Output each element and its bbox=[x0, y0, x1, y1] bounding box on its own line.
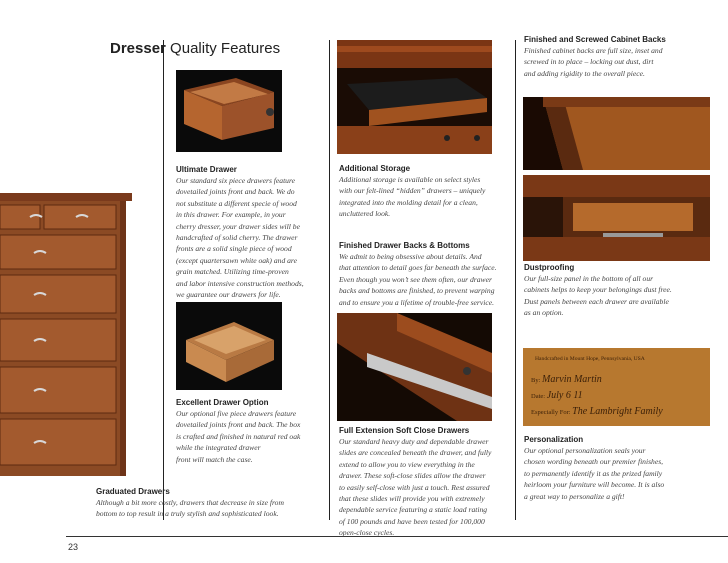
text-line: heirloom your furniture will become. It is also bbox=[524, 480, 665, 490]
text-line: Even though you won’t see them often, our drawer bbox=[339, 274, 492, 284]
text-line: Although a bit more costly, drawers that decrease in size from bbox=[96, 498, 284, 507]
column-divider bbox=[163, 40, 164, 520]
text-line: a great way to personalize a gift! bbox=[524, 491, 625, 501]
finished-backs-section bbox=[339, 241, 514, 308]
text-line: dovetailed joints front and back. The box bbox=[176, 420, 301, 430]
text-line: fronts are a solid single piece of wood bbox=[176, 244, 292, 254]
text-line: Additional storage is available on select styles bbox=[339, 175, 481, 184]
text-line: Our optional personalization seals your bbox=[524, 446, 646, 455]
text-line: Dust panels between each drawer are available bbox=[524, 296, 669, 306]
text-line: We admit to being obsessive about details. And bbox=[339, 252, 482, 261]
label-card-header: Handcrafted in Mount Hope, Pennsylvania, USA bbox=[535, 356, 645, 362]
label-date-label: Date: bbox=[531, 393, 546, 400]
text-line: slides are concealed beneath the drawer, and fully bbox=[339, 448, 492, 458]
text-line: dovetailed joints front and back. We do bbox=[176, 187, 295, 197]
text-line: we guarantee our drawers for life. bbox=[176, 290, 281, 300]
soft-close-text bbox=[339, 436, 514, 539]
text-line: Finished cabinet backs are full size, inset and bbox=[524, 46, 663, 55]
finished-backs-heading: Finished Drawer Backs & Bottoms bbox=[339, 241, 470, 250]
text-line: (except quartersawn white oak) and are bbox=[176, 255, 297, 265]
label-date-value: July 6 11 bbox=[546, 390, 583, 401]
excellent-drawer-text bbox=[176, 408, 331, 465]
text-line: Our full-size panel in the bottom of all our bbox=[524, 274, 654, 283]
personalization-section bbox=[524, 435, 724, 502]
cabinet-backs-section bbox=[524, 35, 724, 79]
label-by-label: By: bbox=[531, 377, 541, 384]
additional-storage-section bbox=[339, 164, 514, 220]
soft-close-section bbox=[339, 426, 514, 539]
excellent-drawer-section bbox=[176, 398, 331, 465]
graduated-drawers-text bbox=[96, 497, 326, 520]
additional-storage-photo bbox=[337, 40, 492, 154]
text-line: is crafted and finished in natural red oak bbox=[176, 431, 301, 441]
text-line: screwed in to place – locking out dust, dirt bbox=[524, 57, 654, 67]
text-line: chosen wording beneath our premier finishes, bbox=[524, 457, 664, 467]
text-line: not substitute a different specie of wood bbox=[176, 198, 297, 208]
cabinet-backs-photo bbox=[523, 97, 710, 170]
text-line: uncluttered look. bbox=[339, 209, 391, 219]
column-divider bbox=[515, 40, 516, 520]
soft-close-heading: Full Extension Soft Close Drawers bbox=[339, 426, 470, 435]
finished-backs-text bbox=[339, 251, 514, 308]
text-line: grain matched. Utilizing time-proven bbox=[176, 267, 289, 277]
text-line: open-close cycles. bbox=[339, 528, 395, 538]
text-line: front will match the case. bbox=[176, 454, 253, 464]
text-line: extend to allow you to view everything in the bbox=[339, 459, 475, 469]
text-line: to easily self-close with just a touch. Rest assured bbox=[339, 482, 490, 492]
text-line: Our standard heavy duty and dependable drawer bbox=[339, 437, 489, 446]
graduated-drawers-heading: Graduated Drawers bbox=[96, 487, 170, 496]
text-line: cabinets helps to keep your belongings dust free. bbox=[524, 285, 672, 295]
text-line: in this drawer. For example, in your bbox=[176, 210, 286, 220]
personalization-label-photo bbox=[523, 348, 710, 426]
additional-storage-text bbox=[339, 174, 514, 220]
ultimate-drawer-text bbox=[176, 175, 331, 300]
dustproofing-section bbox=[524, 263, 724, 319]
text-line: integrated into the molding detail for a clean, bbox=[339, 197, 478, 207]
text-line: that these slides will provide you with extremely bbox=[339, 494, 485, 504]
text-line: Our optional five piece drawers feature bbox=[176, 409, 297, 418]
text-line: bottom to top result in a truly stylish and sophisticated look. bbox=[96, 509, 279, 519]
page-number: 23 bbox=[68, 542, 79, 552]
cabinet-backs-text bbox=[524, 45, 724, 79]
soft-close-photo bbox=[337, 313, 492, 421]
dustproofing-heading: Dustproofing bbox=[524, 263, 575, 272]
text-line: to permanently identify it as the prized family bbox=[524, 468, 663, 478]
ultimate-drawer-section bbox=[176, 165, 331, 300]
label-for-value: The Lambright Family bbox=[572, 406, 663, 417]
personalization-text bbox=[524, 445, 724, 502]
text-line: drawer. These soft-close slides allow the drawer bbox=[339, 471, 486, 481]
additional-storage-heading: Additional Storage bbox=[339, 164, 411, 173]
text-line: as an option. bbox=[524, 308, 564, 318]
text-line: dependable service featuring a static load rating bbox=[339, 505, 488, 515]
text-line: Our standard six piece drawers feature bbox=[176, 176, 296, 185]
label-by-value: Marvin Martin bbox=[542, 374, 602, 385]
ultimate-drawer-photo bbox=[176, 70, 282, 152]
dresser-photo bbox=[0, 193, 132, 476]
text-line: that attention to detail goes far beneath the surface. bbox=[339, 263, 497, 273]
personalization-heading: Personalization bbox=[524, 435, 584, 444]
text-line: backs and bottoms are finished, to prevent warping bbox=[339, 286, 495, 296]
text-line: and adding rigidity to the overall piece. bbox=[524, 68, 645, 78]
excellent-drawer-photo bbox=[176, 302, 282, 390]
page-title: Dresser Quality Features bbox=[110, 40, 281, 57]
excellent-drawer-heading: Excellent Drawer Option bbox=[176, 398, 269, 407]
text-line: handcrafted of solid cherry. The drawer bbox=[176, 233, 298, 243]
text-line: and to ensure you a lifetime of trouble-free service. bbox=[339, 297, 494, 307]
text-line: while the integrated drawer bbox=[176, 443, 261, 453]
ultimate-drawer-heading: Ultimate Drawer bbox=[176, 165, 237, 174]
dustproofing-text bbox=[524, 273, 724, 319]
text-line: of 100 pounds and have been tested for 100,000 bbox=[339, 516, 485, 526]
label-for-label: Especially For: bbox=[531, 409, 571, 416]
cabinet-backs-heading: Finished and Screwed Cabinet Backs bbox=[524, 35, 666, 44]
dustproofing-photo bbox=[523, 175, 710, 261]
text-line: cherry dresser, your drawer sides will be bbox=[176, 221, 300, 231]
text-line: and labor intensive construction methods, bbox=[176, 278, 304, 288]
graduated-drawers-section bbox=[96, 487, 326, 520]
text-line: with our felt-lined “hidden” drawers – uniquely bbox=[339, 186, 486, 196]
